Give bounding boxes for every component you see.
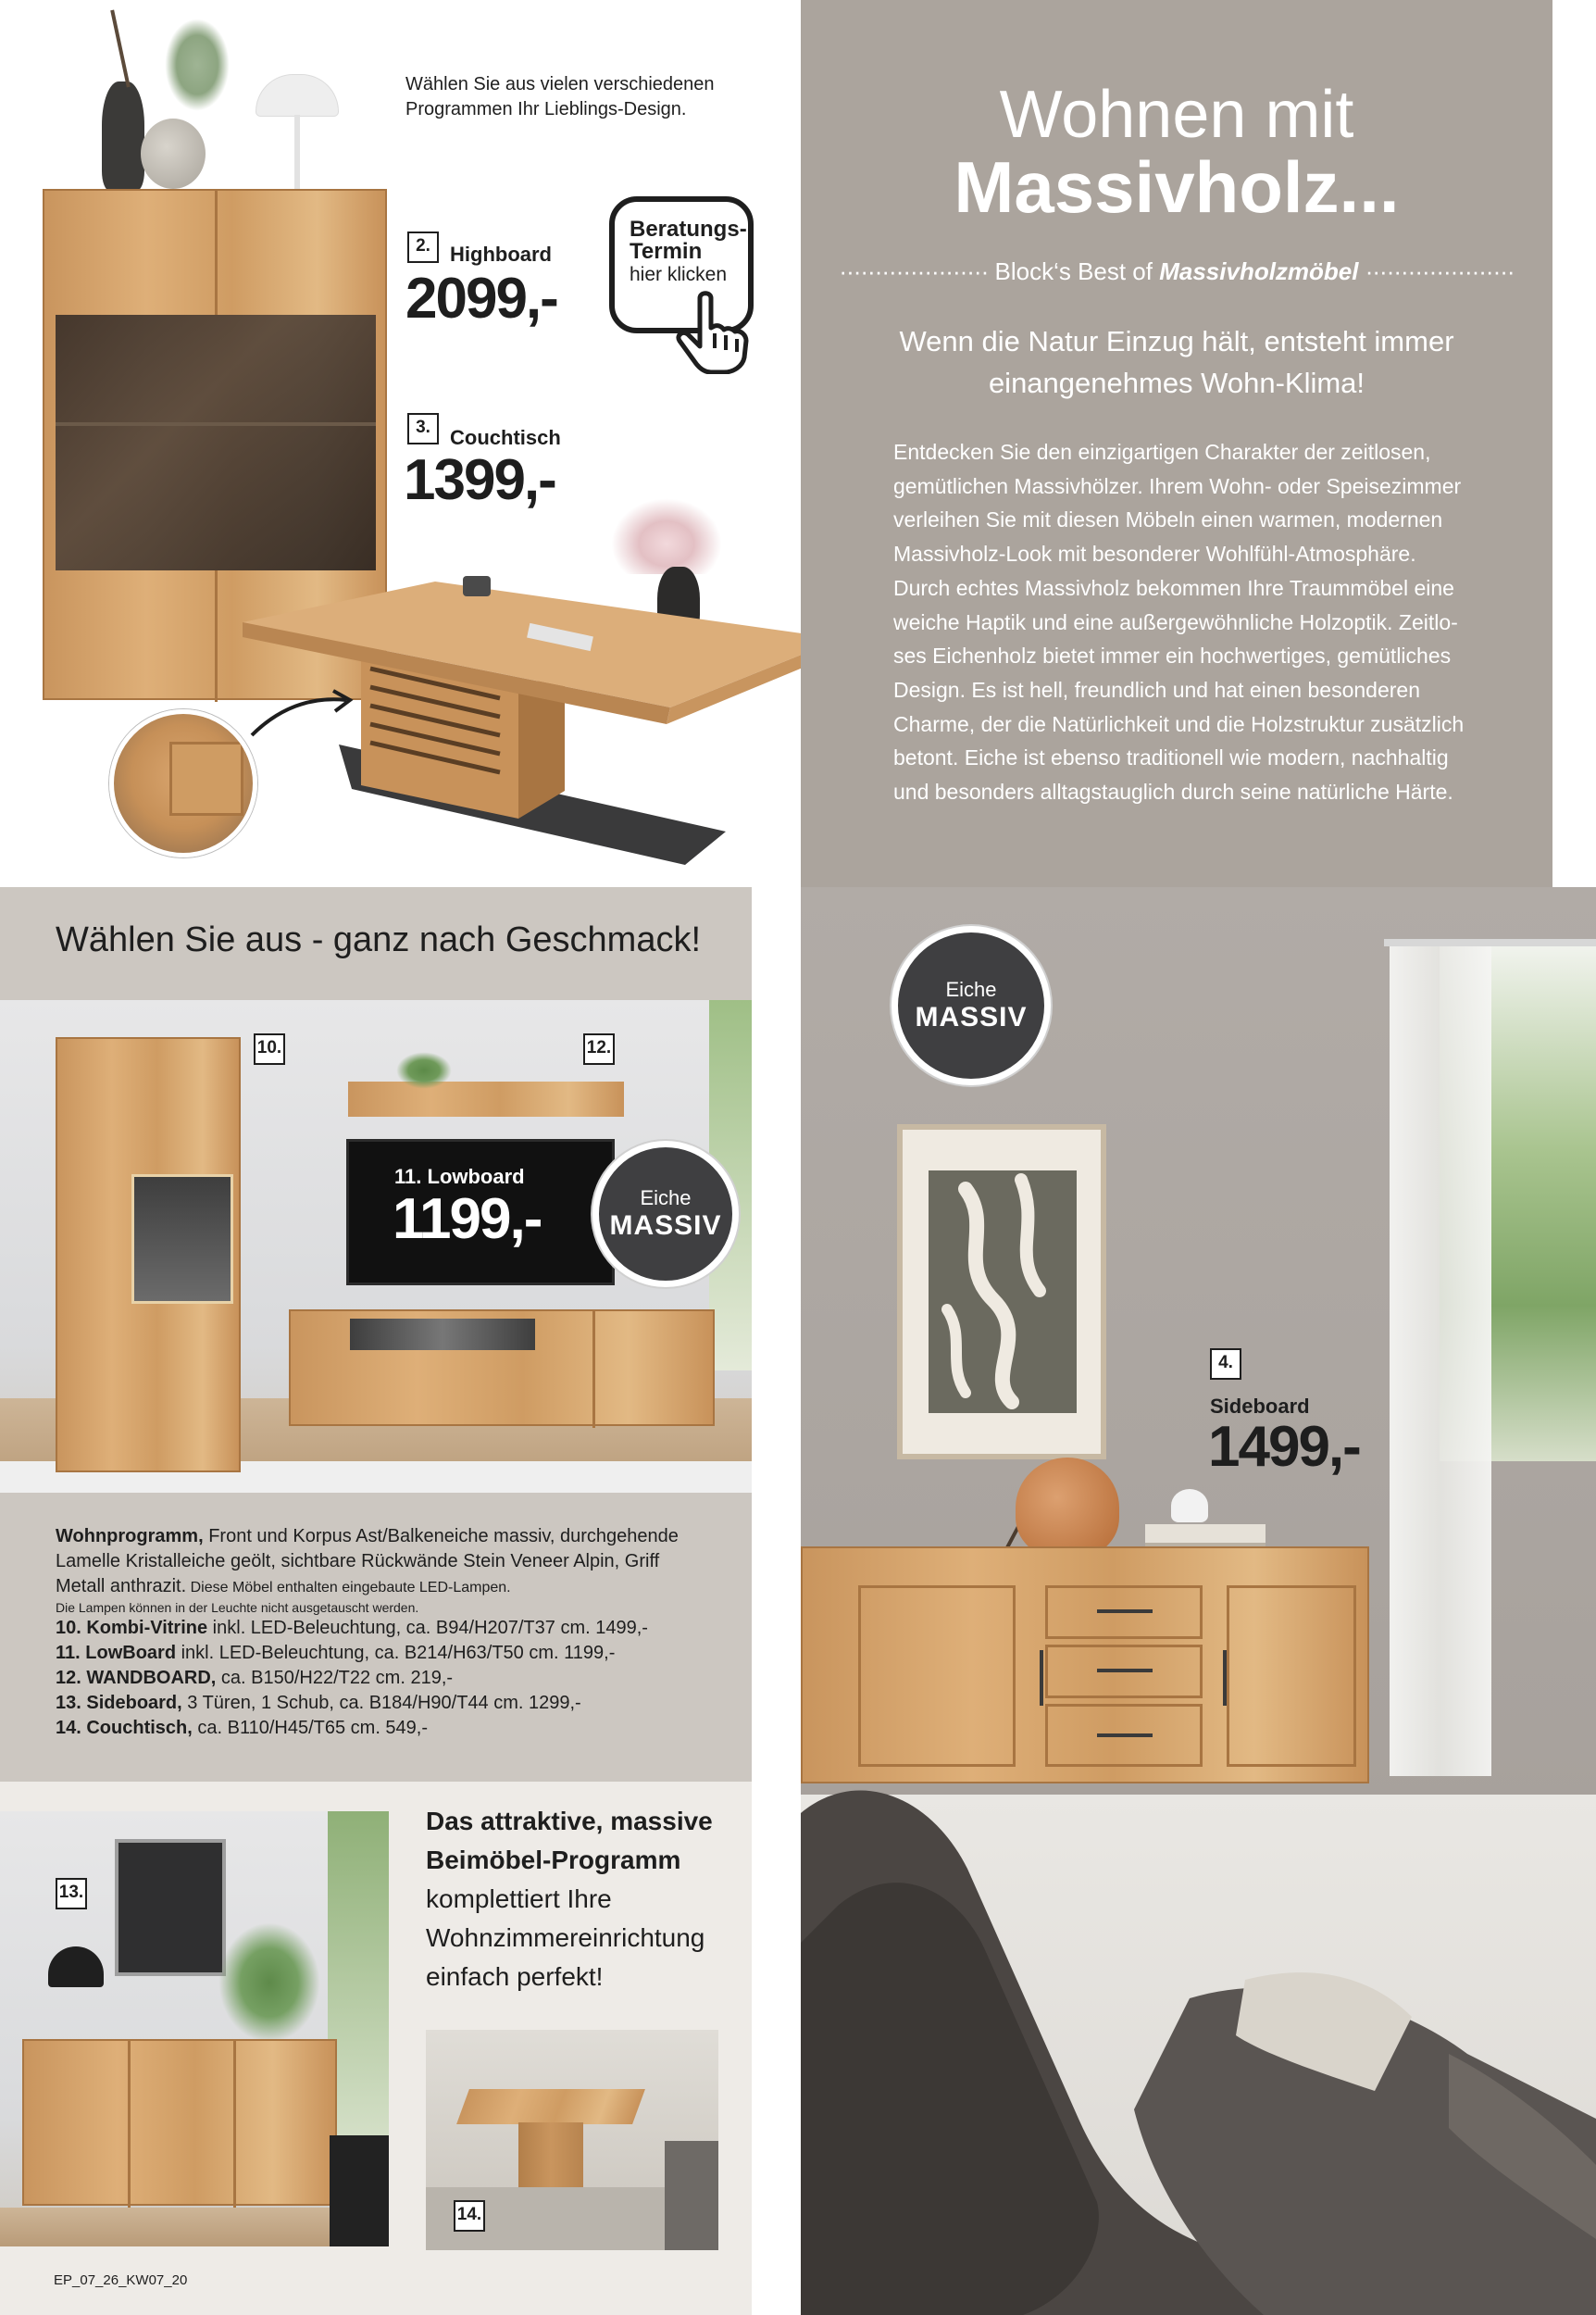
sideboard-label: Sideboard [1210, 1395, 1310, 1418]
wall-shelf-image [348, 1082, 624, 1117]
hero-divider-dots-left: ····················· [839, 257, 989, 285]
consult-line2: Termin [630, 239, 703, 264]
sideboard-13-split-a [128, 2041, 131, 2208]
vitrine-image [56, 1037, 241, 1472]
highboard-price: 2099,- [405, 267, 557, 331]
eiche-massiv-badge-small [592, 1141, 739, 1287]
couchtisch-price: 1399,- [404, 448, 555, 512]
lowboard-image [289, 1309, 715, 1426]
couchtisch-14-base [518, 2122, 583, 2196]
badge-large-line1: Eiche [945, 978, 997, 1001]
spec-item-rest: ca. B150/H22/T22 cm. 219,- [216, 1668, 454, 1688]
spec-item [56, 1641, 704, 1666]
hero-divider-dots-right: ····················· [1365, 257, 1515, 285]
beimoebel-line4: Wohnzimmereinrichtung [426, 1923, 705, 1952]
eiche-massiv-badge-large [892, 926, 1051, 1085]
right-edge-strip [1552, 0, 1596, 887]
spec-intro-bold: Wohnprogramm, [56, 1526, 204, 1546]
beimoebel-bold-line1: Das attraktive, massive [426, 1807, 713, 1835]
arrow-icon [246, 687, 357, 743]
couchtisch-14-top [456, 2089, 645, 2124]
armchair-image [330, 2135, 389, 2246]
sofa-14-image [665, 2141, 718, 2250]
leather-sofa-image [801, 887, 1596, 2315]
sideboard-room-photo [801, 887, 1596, 2315]
spec-intro [56, 1524, 704, 1600]
highboard-number: 2. [407, 232, 439, 263]
spec-item-bold: 14. Couchtisch, [56, 1718, 193, 1738]
consult-line3: hier klicken [630, 264, 728, 285]
hero-subtitle: Wenn die Natur Einzug hält, entsteht immer einangenehmes Wohn-Klima! [899, 325, 1454, 399]
plant-image [396, 1052, 452, 1089]
lowboard-number: 11. [394, 1165, 422, 1188]
consult-line1: Beratungs- [630, 217, 747, 242]
badge-small-line2: MASSIV [609, 1210, 722, 1241]
hero-body: Entdecken Sie den einzigartigen Charakter der zeitlosen, gemütlichen Massivhölzer. Ihrem Wohn- oder Speisezimmer verleihen Sie mit diesen Möbeln einen warmen, modernen Massivholz-Look mit besonderer Wohlfühl-Atmosphäre. Durch echtes Massivholz bekommen Ihre Traummöbel eine weiche Haptik und eine außergewöhnliche Holzoptik. Zeitloses Eichenholz bietet immer ein hochwertiges, gemütliches Design. Es ist hell, freundlich und hat einen besonderen Charme, der die Natürlichkeit und die Holzstruktur zusätzlich betont. Eiche ist ebenso traditionell wie modern, nachhaltig und besonders alltagstauglich durch seine natürliche Härte. [893, 440, 1465, 805]
wall-unit-photo [0, 1000, 752, 1493]
detail-inset-shelf [169, 742, 243, 816]
spec-item-bold: 11. LowBoard [56, 1643, 177, 1663]
lamp-black-image [48, 1946, 104, 1987]
highboard-label: Highboard [450, 243, 552, 266]
spec-item-bold: 12. WANDBOARD, [56, 1668, 217, 1688]
spec-item-rest: 3 Türen, 1 Schub, ca. B184/H90/T44 cm. 1299,- [181, 1693, 581, 1713]
footer-code: EP_07_26_KW07_20 [54, 2272, 188, 2288]
badge-large-line2: MASSIV [915, 1002, 1028, 1032]
top-left-section [0, 0, 801, 887]
spec-item [56, 1691, 704, 1716]
tag-12: 12. [583, 1033, 615, 1065]
sideboard-13-photo [0, 1811, 389, 2246]
beimoebel-text [426, 1802, 741, 1996]
sideboard-price: 1499,- [1208, 1415, 1360, 1479]
couchtisch-14-photo [426, 2030, 718, 2250]
vitrine-glass [131, 1174, 233, 1304]
lowboard-label [394, 1165, 525, 1189]
hero-title-line2: Massivholz... [954, 146, 1400, 228]
spec-item [56, 1616, 704, 1641]
spec-item [56, 1716, 704, 1741]
hero-divider-text: Block‘s Best of [994, 257, 1160, 285]
tag-14: 14. [454, 2200, 485, 2232]
intro-text: Wählen Sie aus vielen verschiedenen Programmen Ihr Lieblings-Design. [405, 74, 715, 119]
detail-inset-image [109, 709, 257, 857]
spec-item-bold: 13. Sideboard, [56, 1693, 182, 1713]
badge-small-line1: Eiche [640, 1186, 692, 1209]
spec-intro-rest: Front und Korpus Ast/Balkeneiche massiv, durchgehende Lamelle Kristalleiche geölt, sichtbare Rückwände Stein Veneer Alpin, Griff Metall anthrazit. [56, 1526, 679, 1596]
couchtisch-label: Couchtisch [450, 426, 561, 449]
sideboard-13-image [22, 2039, 337, 2206]
beimoebel-line5: einfach perfekt! [426, 1962, 604, 1991]
spec-item-bold: 10. Kombi-Vitrine [56, 1618, 208, 1638]
beimoebel-line3: komplettiert Ihre [426, 1884, 612, 1913]
lowboard-name: Lowboard [427, 1165, 525, 1188]
spec-item-rest: ca. B110/H45/T65 cm. 549,- [192, 1718, 429, 1738]
spec-item-rest: inkl. LED-Beleuchtung, ca. B214/H63/T50 cm. 1199,- [176, 1643, 616, 1663]
lowboard-price: 1199,- [393, 1187, 542, 1251]
spec-intro-small: Diese Möbel enthalten eingebaute LED-Lampen. [186, 1580, 511, 1595]
lowboard-glass [350, 1319, 535, 1350]
choose-heading: Wählen Sie aus - ganz nach Geschmack! [56, 920, 702, 959]
hero-divider-brand: Massivholzmöbel [1159, 257, 1359, 285]
lowboard-split [592, 1311, 595, 1428]
tag-13: 13. [56, 1878, 87, 1909]
sideboard-13-split-b [233, 2041, 236, 2208]
tag-10: 10. [254, 1033, 285, 1065]
plant-13-image [218, 1922, 320, 2043]
wall-art-image [115, 1839, 226, 1976]
couchtisch-number: 3. [407, 413, 439, 444]
sideboard-number: 4. [1210, 1348, 1241, 1380]
hero-divider [801, 257, 1552, 286]
spec-item-rest: inkl. LED-Beleuchtung, ca. B94/H207/T37 cm. 1499,- [207, 1618, 648, 1638]
beimoebel-bold-line2: Beimöbel-Programm [426, 1846, 681, 1874]
spec-item [56, 1666, 704, 1691]
hero-panel [801, 0, 1552, 887]
hero-title-line1: Wohnen mit [999, 78, 1354, 152]
spec-note: Die Lampen können in der Leuchte nicht ausgetauscht werden. [56, 1600, 419, 1615]
spec-block [56, 1524, 704, 1741]
